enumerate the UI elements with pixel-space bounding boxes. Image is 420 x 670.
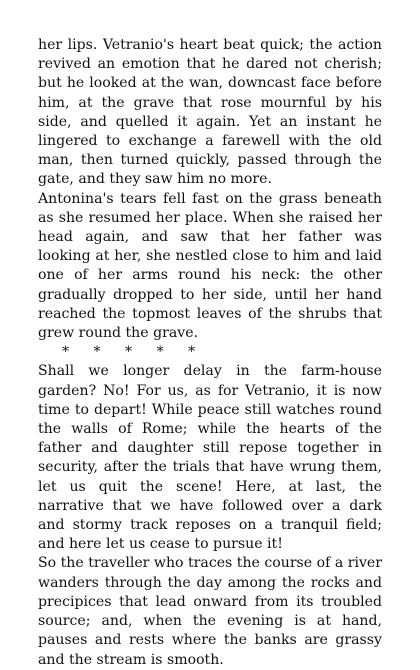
paragraph-depart: Shall we longer delay in the farm-house garden? No! For us, as for Vetranio, it is now time to depart! While peace still watches round the walls of Rome; while the hearts of the father and daughter still repose together in security, after the trials that have wrung them, let us quit the scene! Here, at last, the narrative that we have followed over a dark and stormy track reposes on a tranquil field; and here let us cease to pursue it!: [38, 363, 382, 553]
paragraph-antonina-tears: Antonina's tears fell fast on the grass beneath as she resumed her place. When she raised her head again, and saw that her father was looking at her, she nestled close to him and laid one of her arms round his neck: the other gradually dropped to her side, until her hand reached the topmost leaves of the shrubs that grew round the grave.: [38, 190, 382, 342]
section-separator: * * * * *: [62, 344, 196, 361]
paragraph-vetranio-farewell: her lips. Vetranio's heart beat quick; the action revived an emotion that he dared not cherish; but he looked at the wan, downcast face before him, at the grave that rose mournful by his side, and quelled it again. Yet an instant he lingered to exchange a farewell with the old man, then turned quickly, passed through the gate, and they saw him no more.: [38, 37, 382, 188]
document-page: [38, 36, 382, 670]
paragraph-traveller: So the traveller who traces the course of a river wanders through the day among the rocks and precipices that lead onward from its troubled source; and, when the evening is at hand, pauses and rests where the banks are grassy and the stream is smooth.: [38, 555, 382, 668]
